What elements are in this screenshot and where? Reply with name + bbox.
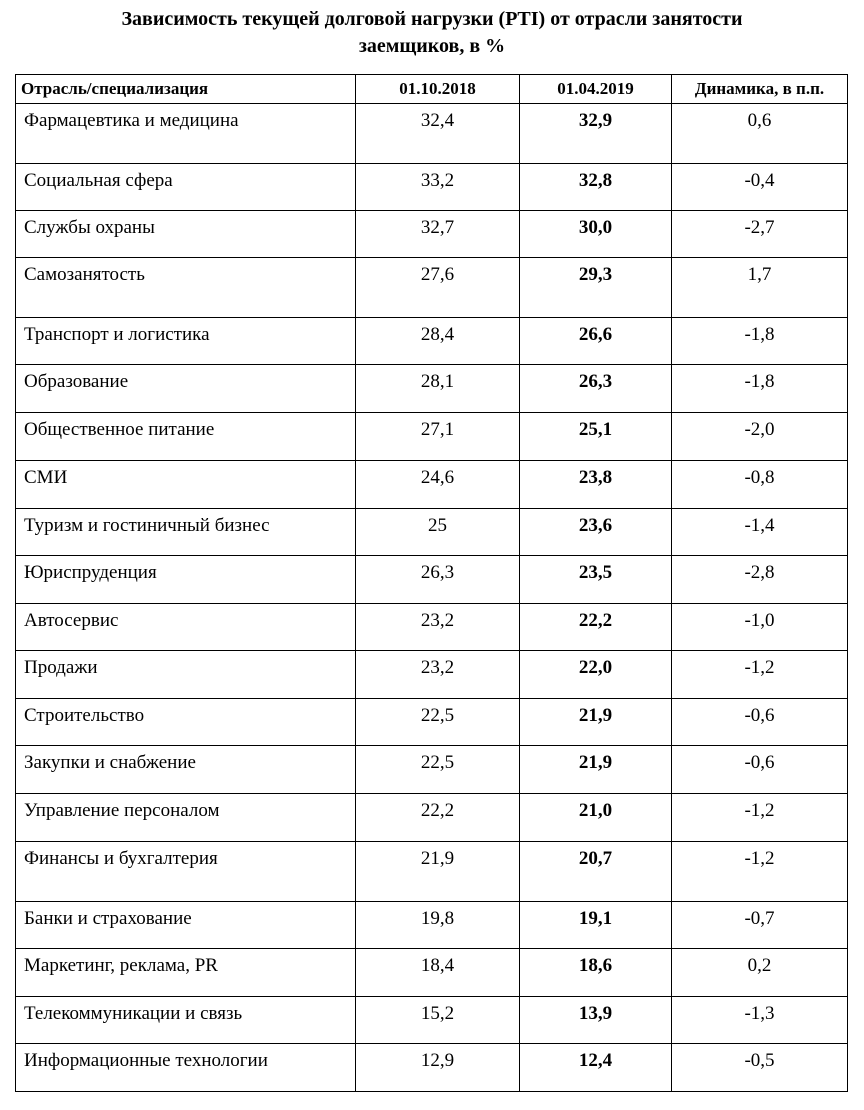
cell-value-2018: 15,2	[356, 997, 520, 1044]
cell-value-2019: 21,9	[520, 746, 672, 794]
cell-industry: Информационные технологии	[16, 1044, 356, 1092]
cell-industry: Юриспруденция	[16, 556, 356, 604]
table-row	[16, 604, 848, 651]
table-row	[16, 1044, 848, 1092]
table-row	[16, 509, 848, 556]
cell-industry: Продажи	[16, 651, 356, 699]
cell-value-2019: 22,0	[520, 651, 672, 699]
cell-dynamics: -1,8	[672, 318, 848, 365]
table-row	[16, 258, 848, 318]
cell-value-2019: 26,3	[520, 365, 672, 413]
cell-dynamics: -2,8	[672, 556, 848, 604]
cell-value-2018: 26,3	[356, 556, 520, 604]
cell-dynamics: -0,7	[672, 902, 848, 949]
cell-value-2018: 32,4	[356, 104, 520, 164]
cell-dynamics: -0,6	[672, 746, 848, 794]
cell-dynamics: -1,0	[672, 604, 848, 651]
cell-value-2019: 21,0	[520, 794, 672, 842]
cell-value-2018: 12,9	[356, 1044, 520, 1092]
table-header-row	[16, 75, 848, 104]
cell-dynamics: -0,8	[672, 461, 848, 509]
cell-industry: СМИ	[16, 461, 356, 509]
cell-value-2019: 32,8	[520, 164, 672, 211]
cell-value-2018: 33,2	[356, 164, 520, 211]
title-line-1: Зависимость текущей долговой нагрузки (PTI) от отрасли занятости	[121, 8, 743, 30]
table-row	[16, 794, 848, 842]
cell-industry: Финансы и бухгалтерия	[16, 842, 356, 902]
cell-value-2019: 23,5	[520, 556, 672, 604]
cell-value-2018: 22,5	[356, 699, 520, 746]
table-row	[16, 997, 848, 1044]
cell-industry: Маркетинг, реклама, PR	[16, 949, 356, 997]
cell-industry: Закупки и снабжение	[16, 746, 356, 794]
cell-value-2019: 18,6	[520, 949, 672, 997]
column-header-industry: Отрасль/специализация	[16, 75, 356, 104]
cell-dynamics: -1,2	[672, 842, 848, 902]
cell-value-2018: 23,2	[356, 604, 520, 651]
cell-value-2019: 29,3	[520, 258, 672, 318]
table-row	[16, 651, 848, 699]
cell-value-2019: 23,6	[520, 509, 672, 556]
cell-value-2018: 27,1	[356, 413, 520, 461]
cell-value-2018: 28,1	[356, 365, 520, 413]
cell-value-2018: 28,4	[356, 318, 520, 365]
cell-industry: Образование	[16, 365, 356, 413]
cell-industry: Общественное питание	[16, 413, 356, 461]
cell-value-2019: 25,1	[520, 413, 672, 461]
cell-value-2018: 21,9	[356, 842, 520, 902]
table-row	[16, 164, 848, 211]
cell-value-2018: 27,6	[356, 258, 520, 318]
cell-dynamics: 0,2	[672, 949, 848, 997]
cell-dynamics: 1,7	[672, 258, 848, 318]
cell-value-2019: 30,0	[520, 211, 672, 258]
table-row	[16, 365, 848, 413]
table-row	[16, 902, 848, 949]
cell-value-2018: 22,2	[356, 794, 520, 842]
cell-industry: Фармацевтика и медицина	[16, 104, 356, 164]
table-row	[16, 699, 848, 746]
cell-dynamics: -1,4	[672, 509, 848, 556]
table-row	[16, 413, 848, 461]
cell-value-2018: 24,6	[356, 461, 520, 509]
pti-table	[15, 74, 848, 1092]
cell-industry: Автосервис	[16, 604, 356, 651]
cell-dynamics: -0,5	[672, 1044, 848, 1092]
column-header-date-2019: 01.04.2019	[520, 75, 672, 104]
cell-dynamics: 0,6	[672, 104, 848, 164]
cell-value-2018: 22,5	[356, 746, 520, 794]
cell-industry: Банки и страхование	[16, 902, 356, 949]
cell-industry: Управление персоналом	[16, 794, 356, 842]
table-row	[16, 318, 848, 365]
cell-dynamics: -1,2	[672, 794, 848, 842]
cell-industry: Самозанятость	[16, 258, 356, 318]
column-header-date-2018: 01.10.2018	[356, 75, 520, 104]
cell-industry: Службы охраны	[16, 211, 356, 258]
cell-value-2018: 19,8	[356, 902, 520, 949]
cell-value-2018: 25	[356, 509, 520, 556]
cell-industry: Строительство	[16, 699, 356, 746]
cell-industry: Телекоммуникации и связь	[16, 997, 356, 1044]
table-row	[16, 556, 848, 604]
table-row	[16, 746, 848, 794]
cell-dynamics: -0,6	[672, 699, 848, 746]
cell-industry: Транспорт и логистика	[16, 318, 356, 365]
cell-dynamics: -1,8	[672, 365, 848, 413]
cell-value-2019: 26,6	[520, 318, 672, 365]
cell-value-2019: 22,2	[520, 604, 672, 651]
cell-industry: Туризм и гостиничный бизнес	[16, 509, 356, 556]
table-row	[16, 461, 848, 509]
table-row	[16, 842, 848, 902]
column-header-dynamics: Динамика, в п.п.	[672, 75, 848, 104]
cell-value-2018: 18,4	[356, 949, 520, 997]
cell-dynamics: -0,4	[672, 164, 848, 211]
cell-value-2019: 32,9	[520, 104, 672, 164]
cell-value-2019: 20,7	[520, 842, 672, 902]
cell-value-2019: 13,9	[520, 997, 672, 1044]
cell-value-2018: 23,2	[356, 651, 520, 699]
title-line-2: заемщиков, в %	[358, 35, 506, 57]
table-row	[16, 104, 848, 164]
cell-value-2019: 23,8	[520, 461, 672, 509]
cell-value-2018: 32,7	[356, 211, 520, 258]
cell-dynamics: -1,3	[672, 997, 848, 1044]
cell-dynamics: -2,0	[672, 413, 848, 461]
cell-value-2019: 12,4	[520, 1044, 672, 1092]
cell-dynamics: -1,2	[672, 651, 848, 699]
cell-dynamics: -2,7	[672, 211, 848, 258]
table-row	[16, 211, 848, 258]
cell-industry: Социальная сфера	[16, 164, 356, 211]
table-body	[16, 104, 848, 1092]
table-row	[16, 949, 848, 997]
cell-value-2019: 21,9	[520, 699, 672, 746]
document-title	[0, 6, 864, 60]
cell-value-2019: 19,1	[520, 902, 672, 949]
